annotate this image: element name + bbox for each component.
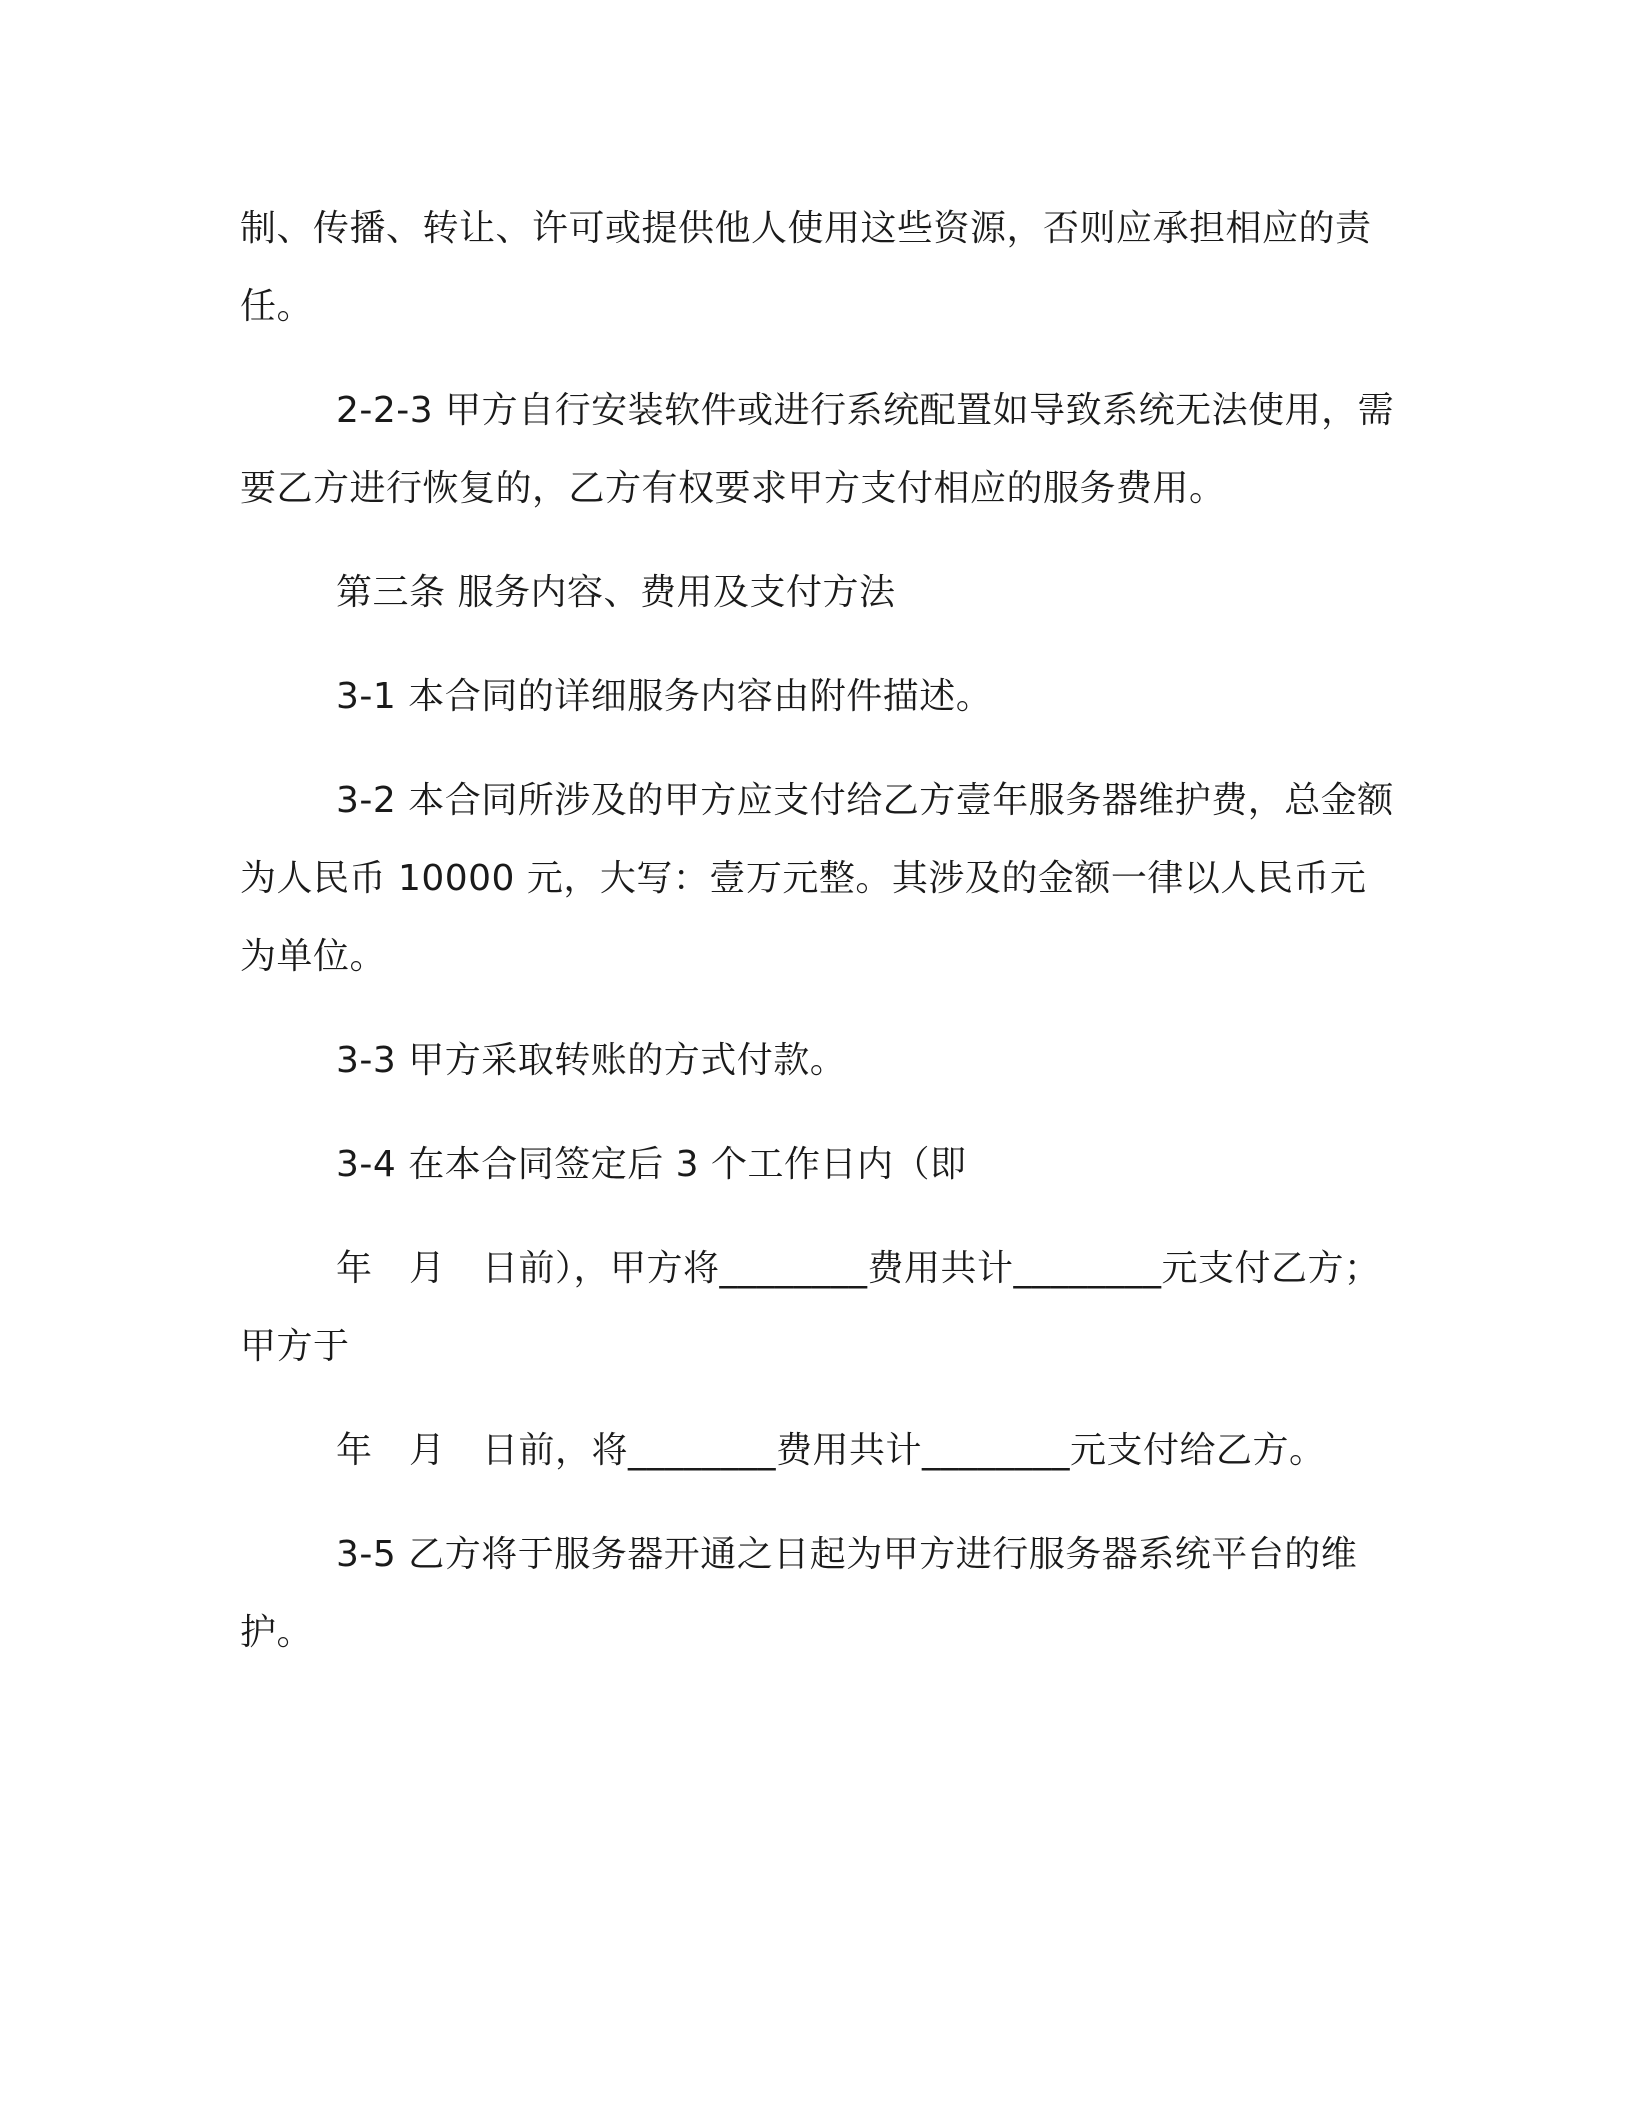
paragraph-3-1: 3-1 本合同的详细服务内容由附件描述。	[336, 676, 993, 717]
paragraph-3-5: 3-5 乙方将于服务器开通之日起为甲方进行服务器系统平台的维护。	[240, 1534, 1358, 1653]
paragraph-3-4-first-payment: 年 月 日前），甲方将________费用共计________元支付乙方；甲方于	[240, 1248, 1381, 1367]
paragraph-2-2-3: 2-2-3 甲方自行安装软件或进行系统配置如导致系统无法使用，需要乙方进行恢复的，乙方有权要求甲方支付相应的服务费用。	[240, 390, 1395, 509]
paragraph-3-2: 3-2 本合同所涉及的甲方应支付给乙方壹年服务器维护费，总金额为人民币 10000 元，大写：壹万元整。其涉及的金额一律以人民币元为单位。	[240, 780, 1394, 977]
article-three-heading: 第三条 服务内容、费用及支付方法	[336, 572, 896, 613]
paragraph-responsibility-continuation: 制、传播、转让、许可或提供他人使用这些资源，否则应承担相应的责任。	[240, 208, 1372, 327]
contract-body	[240, 190, 1400, 1698]
paragraph-3-4: 3-4 在本合同签定后 3 个工作日内（即	[336, 1144, 967, 1185]
paragraph-3-3: 3-3 甲方采取转账的方式付款。	[336, 1040, 847, 1081]
paragraph-3-4-second-payment: 年 月 日前，将________费用共计________元支付给乙方。	[336, 1430, 1326, 1471]
